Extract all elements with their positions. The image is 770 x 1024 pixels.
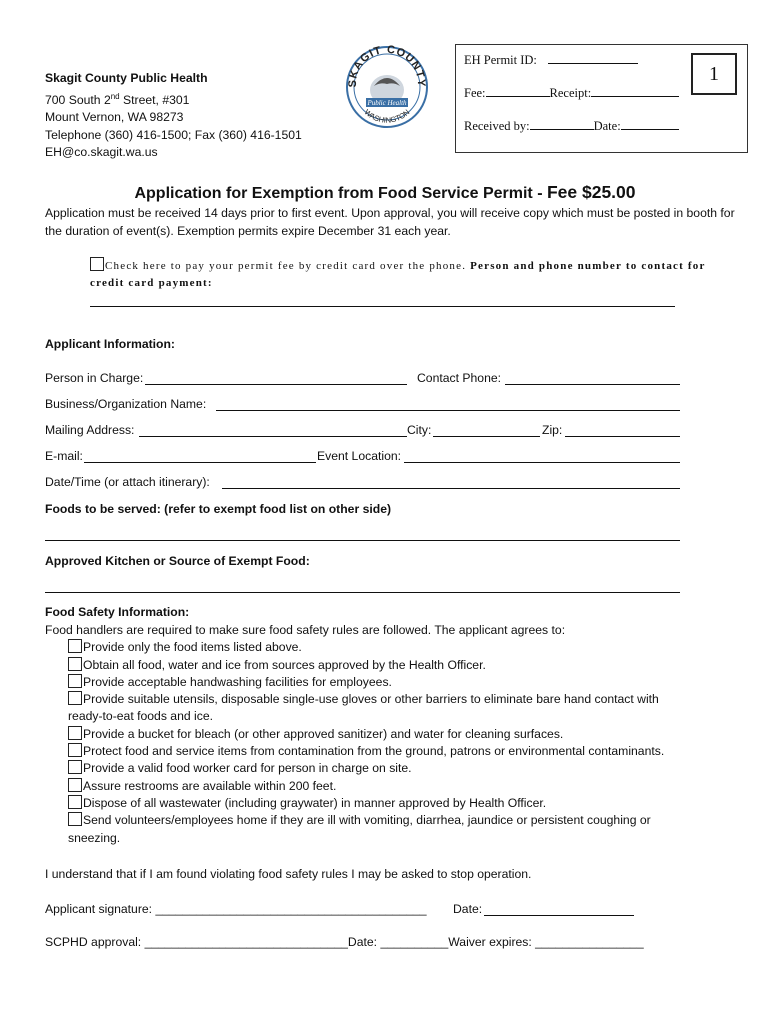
zip-label: Zip: — [542, 423, 563, 437]
business-name-label: Business/Organization Name: — [45, 397, 207, 411]
agency-phone: Telephone (360) 416-1500; Fax (360) 416-1501 — [45, 127, 302, 142]
agency-address — [45, 70, 302, 162]
city-label: City: — [407, 423, 432, 437]
intro-paragraph: Application must be received 14 days prior to first event. Upon approval, you will receive copy which must be posted in booth for the duration of event(s). Exemption permits expire December 31 each year. — [45, 206, 735, 238]
foods-input[interactable] — [45, 540, 680, 541]
safety-item-3: Provide acceptable handwashing facilities for employees. — [45, 674, 745, 691]
safety-item-4-wrap: ready-to-eat foods and ice. — [68, 709, 213, 724]
understand-statement: I understand that if I am found violating food safety rules I may be asked to stop operation. — [45, 867, 532, 881]
agency-street: 700 South 2nd Street, #301 — [45, 91, 190, 107]
safety-item-8: Assure restrooms are available within 200 feet. — [45, 778, 745, 795]
scphd-approval-field[interactable]: SCPHD approval: ______________________________Date: __________Waiver expires: ________________ — [45, 935, 644, 949]
kitchen-heading: Approved Kitchen or Source of Exempt Food: — [45, 554, 310, 568]
applicant-signature-field[interactable]: Applicant signature: ________________________________________ — [45, 902, 427, 916]
safety-item-2: Obtain all food, water and ice from sources approved by the Health Officer. — [45, 657, 745, 674]
svg-text:SKAGIT COUNTY: SKAGIT COUNTY — [346, 43, 428, 88]
datetime-input[interactable] — [222, 488, 680, 489]
kitchen-input[interactable] — [45, 592, 680, 593]
safety-item-10-wrap: sneezing. — [68, 830, 121, 845]
safety-intro: Food handlers are required to make sure food safety rules are followed. The applicant agrees to: — [45, 623, 566, 637]
business-name-input[interactable] — [216, 410, 680, 411]
safety-checkbox[interactable] — [68, 657, 82, 671]
safety-item-5: Provide a bucket for bleach (or other approved sanitizer) and water for cleaning surfaces. — [45, 726, 745, 743]
credit-card-option: Check here to pay your permit fee by credit card over the phone. Person and phone number to contact for credit card payment: — [90, 257, 730, 292]
safety-item-7: Provide a valid food worker card for person in charge on site. — [45, 760, 745, 777]
safety-item-9: Dispose of all wastewater (including graywater) in manner approved by Health Officer. — [45, 795, 745, 812]
credit-card-checkbox[interactable] — [90, 257, 104, 271]
applicant-date-input[interactable] — [484, 915, 634, 916]
page-number-box: 1 — [691, 53, 737, 95]
mailing-address-label: Mailing Address: — [45, 423, 135, 437]
svg-text:WASHINGTON: WASHINGTON — [362, 107, 412, 125]
safety-checkbox[interactable] — [68, 743, 82, 757]
event-location-label: Event Location: — [317, 449, 402, 463]
agency-name: Skagit County Public Health — [45, 71, 208, 85]
safety-item-1: Provide only the food items listed above. — [45, 639, 745, 656]
safety-checkbox[interactable] — [68, 639, 82, 653]
person-in-charge-input[interactable] — [145, 384, 407, 385]
fee-receipt-field[interactable]: Fee: Receipt: — [464, 84, 679, 101]
mailing-address-input[interactable] — [139, 436, 407, 437]
event-location-input[interactable] — [404, 462, 680, 463]
safety-item-10: Send volunteers/employees home if they are ill with vomiting, diarrhea, jaundice or persistent coughing or — [45, 812, 745, 829]
office-use-box — [455, 44, 748, 153]
safety-item-6: Protect food and service items from contamination from the ground, patrons or environmental contaminants. — [45, 743, 745, 760]
safety-checkbox[interactable] — [68, 726, 82, 740]
safety-checkbox[interactable] — [68, 778, 82, 792]
contact-phone-label: Contact Phone: — [417, 371, 502, 385]
applicant-date-label: Date: — [453, 902, 483, 916]
contact-phone-input[interactable] — [505, 384, 680, 385]
fee-amount: Fee $25.00 — [546, 182, 636, 202]
safety-checkbox[interactable] — [68, 812, 82, 826]
person-in-charge-label: Person in Charge: — [45, 371, 144, 385]
safety-checkbox[interactable] — [68, 674, 82, 688]
city-input[interactable] — [433, 436, 540, 437]
safety-list — [45, 622, 745, 847]
safety-checkbox[interactable] — [68, 760, 82, 774]
form-title: Application for Exemption from Food Service Permit - Fee $25.00 — [134, 182, 636, 202]
received-by-field[interactable]: Received by: Date: — [464, 117, 679, 134]
safety-item-4: Provide suitable utensils, disposable single-use gloves or other barriers to eliminate bare hand contact with — [45, 691, 745, 708]
permit-id-field[interactable]: EH Permit ID: — [464, 51, 638, 68]
zip-input[interactable] — [565, 436, 680, 437]
svg-text:Public Health: Public Health — [367, 99, 407, 107]
foods-heading: Foods to be served: (refer to exempt food list on other side) — [45, 502, 392, 516]
agency-email: EH@co.skagit.wa.us — [45, 145, 158, 160]
safety-checkbox[interactable] — [68, 691, 82, 705]
safety-heading: Food Safety Information: — [45, 605, 190, 619]
agency-city: Mount Vernon, WA 98273 — [45, 110, 184, 125]
datetime-label: Date/Time (or attach itinerary): — [45, 475, 210, 489]
email-label: E-mail: — [45, 449, 83, 463]
email-input[interactable] — [84, 462, 316, 463]
safety-checkbox[interactable] — [68, 795, 82, 809]
credit-card-contact-line[interactable] — [90, 306, 675, 307]
county-seal-logo — [344, 32, 430, 132]
applicant-heading: Applicant Information: — [45, 337, 175, 351]
